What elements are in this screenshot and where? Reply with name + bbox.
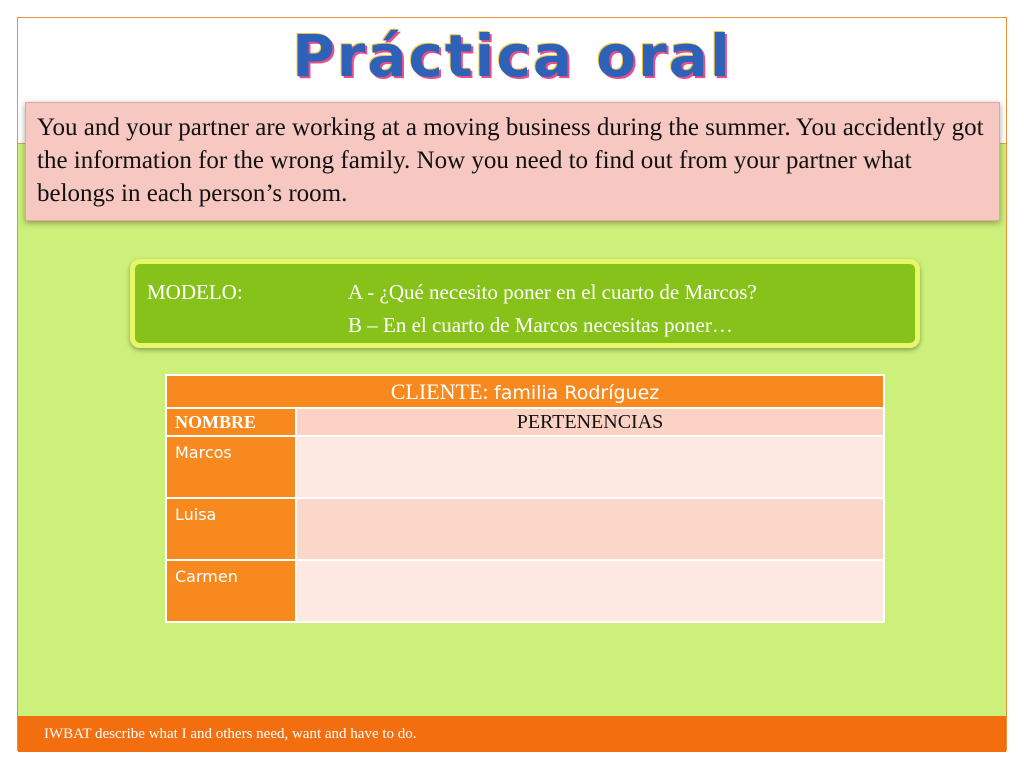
modelo-line-b: B – En el cuarto de Marcos necesitas poner…: [348, 313, 733, 337]
client-header: [166, 375, 884, 408]
row-name-cell: Carmen: [166, 560, 296, 622]
instruction-text: You and your partner are working at a moving business during the summer. You accidently got the information for the wrong family. Now you need to find out from your partner what belongs in each person’s room.: [37, 114, 984, 207]
slide-title: Práctica oral: [292, 22, 732, 90]
table-row: [166, 436, 884, 498]
client-table: [165, 374, 885, 623]
column-header-row: [166, 408, 884, 436]
footer-objective: IWBAT describe what I and others need, want and have to do.: [44, 726, 417, 742]
table-row: [166, 498, 884, 560]
client-family: familia Rodríguez: [494, 381, 660, 404]
modelo-box: [130, 259, 920, 348]
table-header-row: [166, 375, 884, 408]
column-header-pertenencias: PERTENENCIAS: [296, 408, 884, 436]
row-name-cell: Luisa: [166, 498, 296, 560]
row-name-cell: Marcos: [166, 436, 296, 498]
table-row: [166, 560, 884, 622]
modelo-line-a: A - ¿Qué necesito poner en el cuarto de Marcos?: [348, 280, 757, 304]
column-header-nombre: NOMBRE: [166, 408, 296, 436]
row-items-cell[interactable]: [296, 560, 884, 622]
client-label: CLIENTE:: [390, 378, 489, 404]
instruction-box: [25, 102, 1000, 221]
row-items-cell[interactable]: [296, 436, 884, 498]
row-items-cell[interactable]: [296, 498, 884, 560]
modelo-label: MODELO:: [147, 280, 243, 304]
